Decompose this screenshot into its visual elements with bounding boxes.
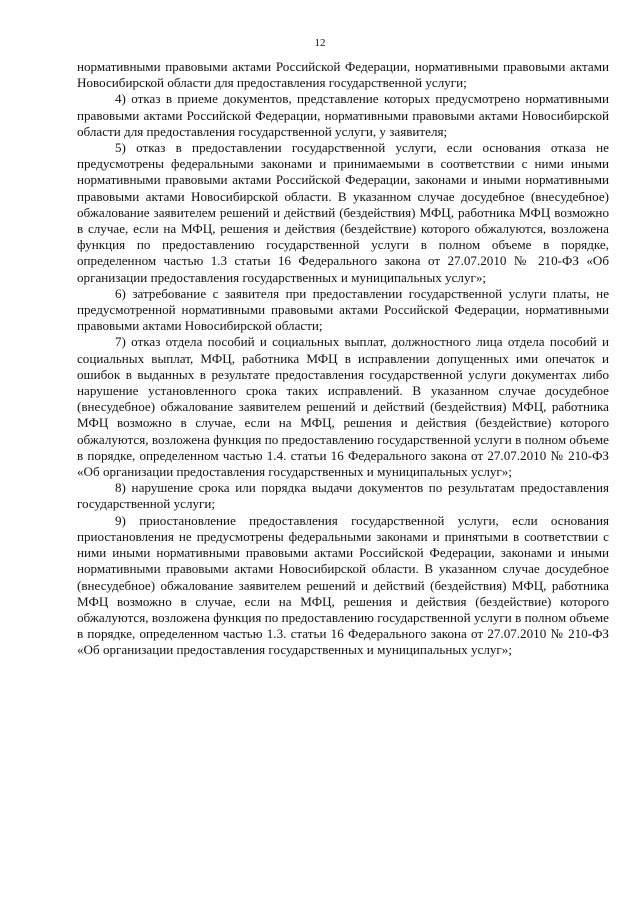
paragraph-item-5: 5) отказ в предоставлении государственной услуги, если основания отказа не предусмотрены федеральными законами и принимаемыми в соответствии с ними иными нормативными правовыми актами Российской Федерации, законами и иными нормативными правовыми актами Новосибирской области. В указанном случае досудебное (внесудебное) обжалование заявителем решений и действий (бездействия) МФЦ, работника МФЦ возможно в случае, если на МФЦ, решения и действия (бездействие) которого обжалуются, возложена функция по предоставлению государственной услуги в полном объеме в порядке, определенном частью 1.3 статьи 16 Федерального закона от 27.07.2010 № 210-ФЗ «Об организации предоставления государственных и муниципальных услуг»; [77,140,609,285]
document-body [77,59,609,659]
paragraph-item-8: 8) нарушение срока или порядка выдачи документов по результатам предоставления государственной услуги; [77,480,609,512]
paragraph-continuation: нормативными правовыми актами Российской Федерации, нормативными правовыми актами Новосибирской области для предоставления государственной услуги; [77,59,609,91]
paragraph-item-6: 6) затребование с заявителя при предоставлении государственной услуги платы, не предусмотренной нормативными правовыми актами Российской Федерации, нормативными правовыми актами Новосибирской области; [77,285,609,334]
paragraph-item-4: 4) отказ в приеме документов, представление которых предусмотрено нормативными правовыми актами Российской Федерации, нормативными правовыми актами Новосибирской области для предоставления государственной услуги, у заявителя; [77,91,609,139]
paragraph-item-9: 9) приостановление предоставления государственной услуги, если основания приостановления не предусмотрены федеральными законами и принятыми в соответствии с ними иными нормативными правовыми актами Российской Федерации, законами и иными нормативными правовыми актами Новосибирской области. В указанном случае досудебное (внесудебное) обжалование заявителем решений и действий (бездействия) МФЦ, работника МФЦ возможно в случае, если на МФЦ, решения и действия (бездействие) которого обжалуются, возложена функция по предоставлению государственной услуги в полном объеме в порядке, определенном частью 1.3. статьи 16 Федерального закона от 27.07.2010 № 210-ФЗ «Об организации предоставления государственных и муниципальных услуг»; [77,512,609,658]
paragraph-item-7: 7) отказ отдела пособий и социальных выплат, должностного лица отдела пособий и социальных выплат, МФЦ, работника МФЦ в исправлении допущенных ими опечаток и ошибок в выданных в результате предоставления государственной услуги документах либо нарушение установленного срока таких исправлений. В указанном случае досудебное (внесудебное) обжалование заявителем решений и действий (бездействия) МФЦ, работника МФЦ возможно в случае, если на МФЦ, решения и действия (бездействие) которого обжалуются, возложена функция по предоставлению государственной услуги в полном объеме в порядке, определенном частью 1.4. статьи 16 Федерального закона от 27.07.2010 № 210-ФЗ «Об организации предоставления государственных и муниципальных услуг»; [77,334,609,480]
page-number: 12 [314,37,326,49]
